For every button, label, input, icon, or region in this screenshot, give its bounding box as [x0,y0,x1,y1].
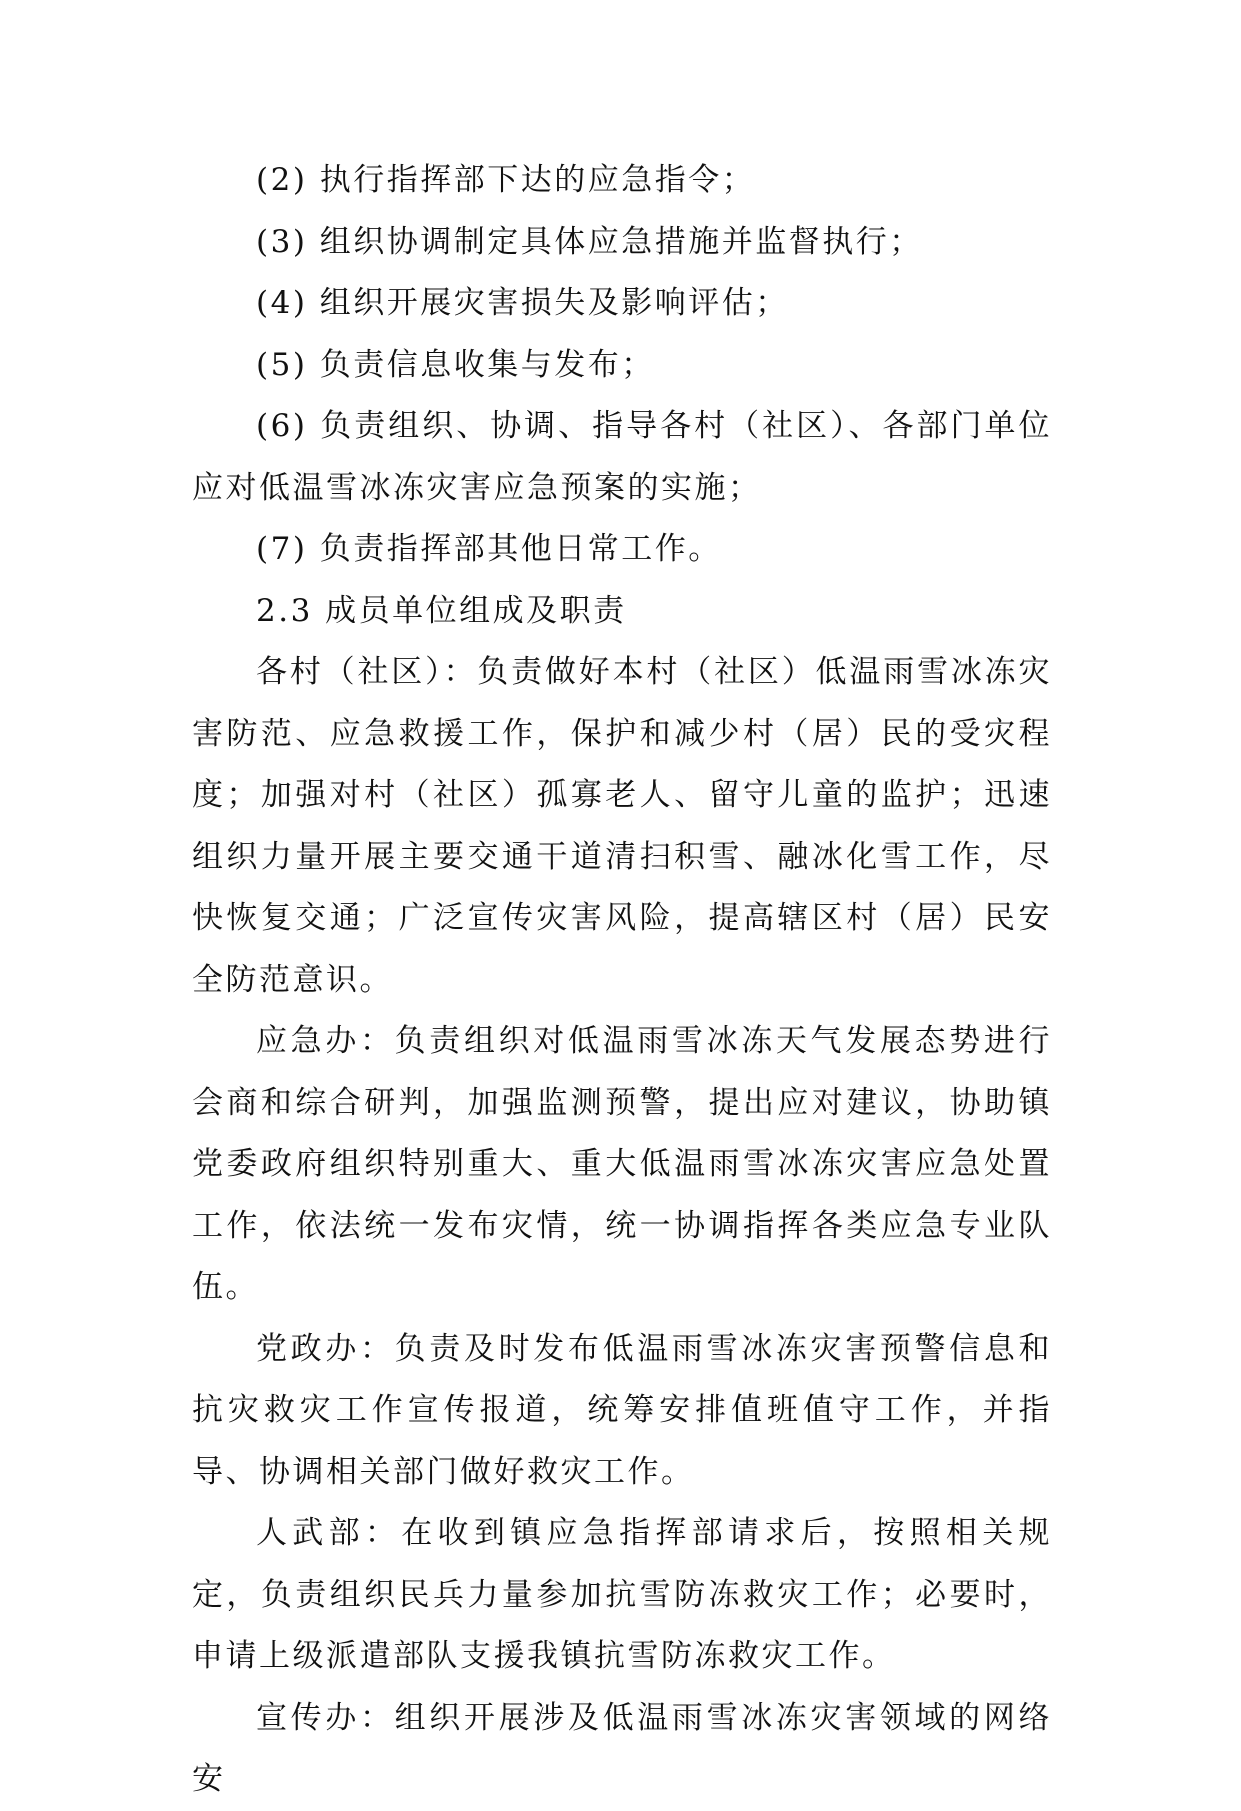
paragraph-emergency-office: 应急办：负责组织对低温雨雪冰冻天气发展态势进行会商和综合研判，加强监测预警，提出应对建议，协助镇党委政府组织特别重大、重大低温雨雪冰冻灾害应急处置工作，依法统一发布灾情，统一协调指挥各类应急专业队伍。 [192,1023,1052,1305]
document-body [192,150,1052,1811]
list-item-6: (6) 负责组织、协调、指导各村（社区）、各部门单位应对低温雪冰冻灾害应急预案的实施； [192,408,1052,506]
paragraph-party-office: 党政办：负责及时发布低温雨雪冰冻灾害预警信息和抗灾救灾工作宣传报道，统筹安排值班值守工作，并指导、协调相关部门做好救灾工作。 [192,1330,1052,1490]
paragraph-armed-forces: 人武部：在收到镇应急指挥部请求后，按照相关规定，负责组织民兵力量参加抗雪防冻救灾工作；必要时，申请上级派遣部队支援我镇抗雪防冻救灾工作。 [192,1515,1052,1674]
paragraph-publicity-office: 宣传办：组织开展涉及低温雨雪冰冻灾害领域的网络安 [192,1699,1052,1797]
list-item-4: (4) 组织开展灾害损失及影响评估； [256,285,789,321]
section-heading: 2.3 成员单位组成及职责 [256,592,627,629]
list-item-2: (2) 执行指挥部下达的应急指令； [256,162,756,198]
list-item-5: (5) 负责信息收集与发布； [256,346,655,383]
paragraph-villages: 各村（社区）：负责做好本村（社区）低温雨雪冰冻灾害防范、应急救援工作，保护和减少村（居）民的受灾程度；加强对村（社区）孤寡老人、留守儿童的监护；迅速组织力量开展主要交通干道清扫积雪、融冰化雪工作，尽快恢复交通；广泛宣传灾害风险，提高辖区村（居）民安全防范意识。 [192,654,1052,998]
list-item-3: (3) 组织协调制定具体应急措施并监督执行； [256,223,923,260]
list-item-7: (7) 负责指挥部其他日常工作。 [256,531,722,567]
